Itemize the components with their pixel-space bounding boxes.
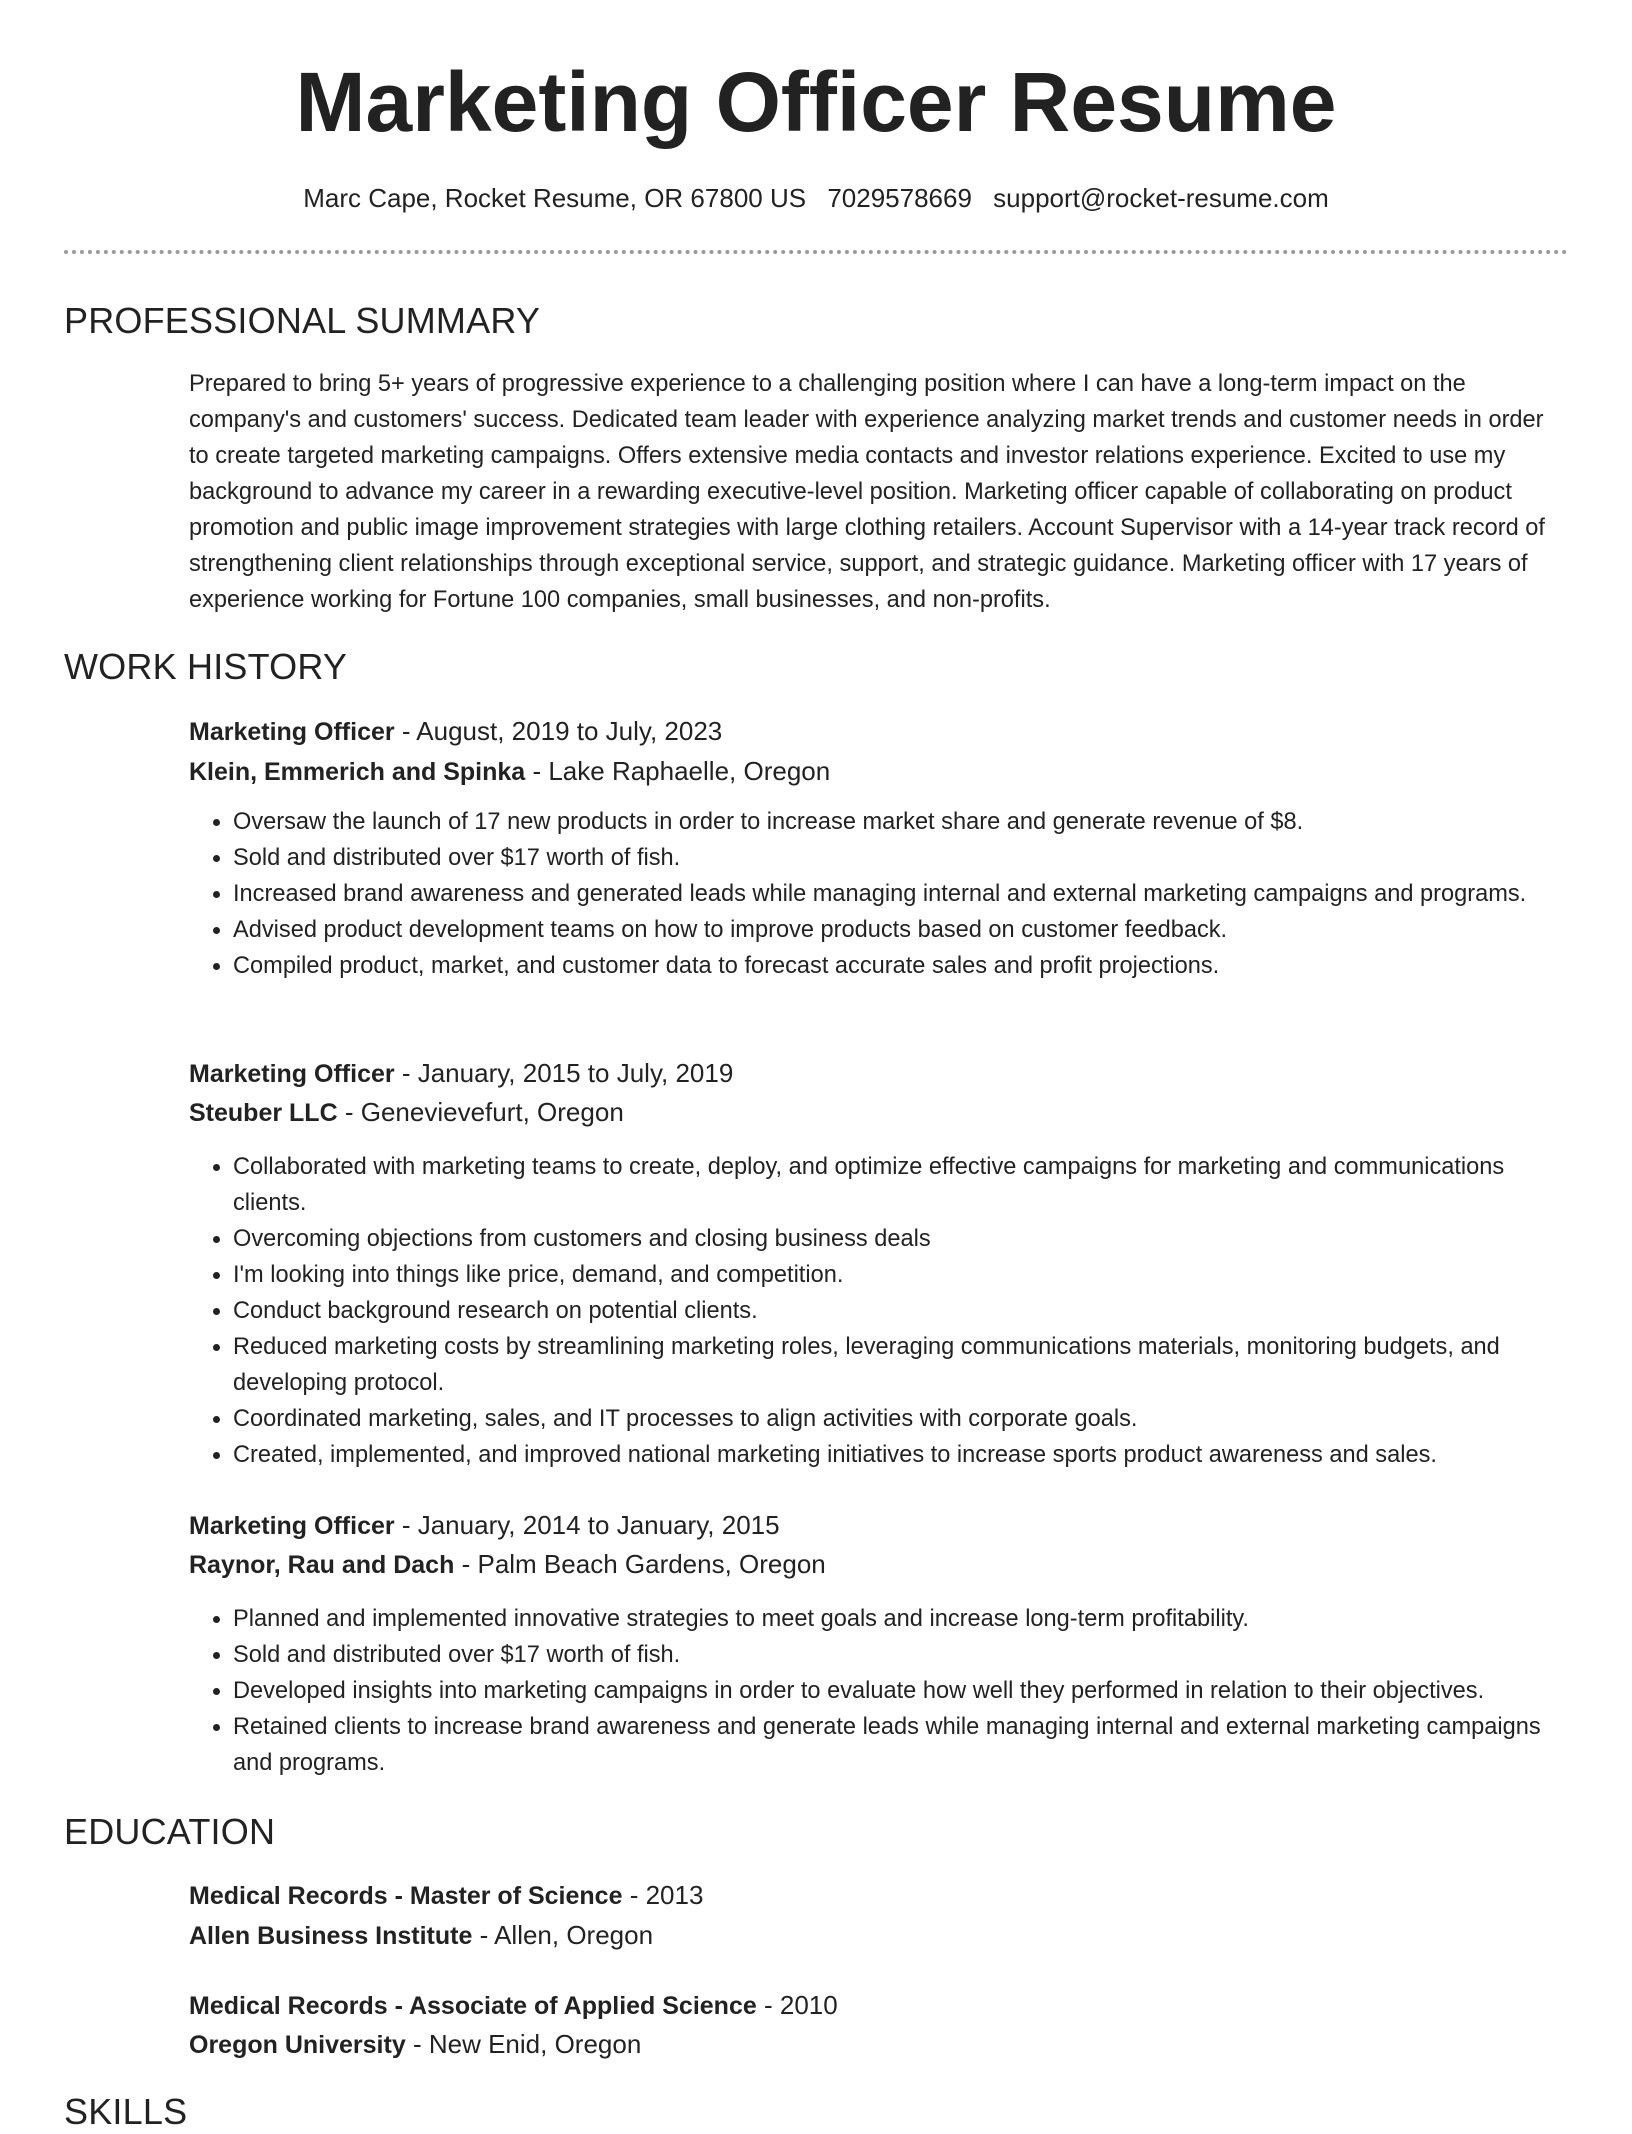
- job-3-company-line: [189, 1546, 1569, 1583]
- job-1-location: - Lake Raphaelle, Oregon: [532, 756, 831, 786]
- list-item: • Planned and implemented innovative strategies to meet goals and increase long-term profitability.: [233, 1601, 1569, 1637]
- job-1-header: [189, 713, 1569, 750]
- list-item: • Sold and distributed over $17 worth of fish.: [233, 1637, 1569, 1673]
- job-1-company-line: [189, 753, 1569, 790]
- job-2-dates: - January, 2015 to July, 2019: [401, 1058, 734, 1088]
- contact-line: [0, 180, 1632, 216]
- job-2-header: [189, 1055, 1569, 1092]
- education-2-degree: Medical Records - Associate of Applied Science: [189, 1992, 757, 2020]
- job-2-bullets: [189, 1149, 1569, 1473]
- education-1-year: - 2013: [629, 1880, 704, 1910]
- work-history-heading: WORK HISTORY: [64, 646, 348, 687]
- summary-text: Prepared to bring 5+ years of progressive experience to a challenging position where I can have a long-term impact on the company's and customers' success. Dedicated team leader with experience analyzing market trends and customer needs in order to create targeted marketing campaigns. Offers extensive media contacts and investor relations experience. Excited to use my background to advance my career in a rewarding executive-level position. Marketing officer capable of collaborating on product promotion and public image improvement strategies with large clothing retailers. Account Supervisor with a 14-year track record of strengthening client relationships through exceptional service, support, and strategic guidance. Marketing officer with 17 years of experience working for Fortune 100 companies, small businesses, and non-profits.: [189, 371, 1545, 613]
- list-item: • Overcoming objections from customers and closing business deals: [233, 1221, 1569, 1257]
- contact-email: support@rocket-resume.com: [993, 183, 1329, 213]
- list-item: • Oversaw the launch of 17 new products in order to increase market share and generate revenue of $8.: [233, 804, 1569, 840]
- job-1-dates: - August, 2019 to July, 2023: [401, 716, 723, 746]
- list-item: • Retained clients to increase brand awareness and generate leads while managing internal and external marketing campaigns and programs.: [233, 1709, 1569, 1781]
- list-item: • Created, implemented, and improved national marketing initiatives to increase sports product awareness and sales.: [233, 1437, 1569, 1473]
- job-3-dates: - January, 2014 to January, 2015: [401, 1510, 780, 1540]
- job-3-location: - Palm Beach Gardens, Oregon: [461, 1549, 826, 1579]
- job-1-title: Marketing Officer: [189, 718, 395, 746]
- list-item: • Reduced marketing costs by streamlining marketing roles, leveraging communications materials, monitoring budgets, and developing protocol.: [233, 1329, 1569, 1401]
- list-item: • Conduct background research on potential clients.: [233, 1293, 1569, 1329]
- job-2-title: Marketing Officer: [189, 1060, 395, 1088]
- job-1-bullets: [189, 804, 1569, 984]
- skills-heading: SKILLS: [64, 2091, 188, 2132]
- list-item: • Advised product development teams on how to improve products based on customer feedback.: [233, 912, 1569, 948]
- job-2-company: Steuber LLC: [189, 1099, 338, 1127]
- list-item: • Sold and distributed over $17 worth of fish.: [233, 840, 1569, 876]
- education-2-school: Oregon University: [189, 2031, 406, 2059]
- contact-phone: 7029578669: [827, 183, 972, 213]
- list-item: • I'm looking into things like price, demand, and competition.: [233, 1257, 1569, 1293]
- job-3-company: Raynor, Rau and Dach: [189, 1551, 455, 1579]
- education-heading: EDUCATION: [64, 1811, 276, 1852]
- education-2-header: [189, 1987, 1569, 2024]
- job-1-company: Klein, Emmerich and Spinka: [189, 758, 526, 786]
- education-1-location: - Allen, Oregon: [479, 1920, 654, 1950]
- education-1-degree: Medical Records - Master of Science: [189, 1882, 623, 1910]
- summary-heading: PROFESSIONAL SUMMARY: [64, 300, 541, 341]
- header-divider: [64, 250, 1568, 254]
- job-3-title: Marketing Officer: [189, 1512, 395, 1540]
- job-2-location: - Genevievefurt, Oregon: [344, 1097, 624, 1127]
- education-2-location: - New Enid, Oregon: [412, 2029, 642, 2059]
- list-item: • Coordinated marketing, sales, and IT processes to align activities with corporate goals.: [233, 1401, 1569, 1437]
- job-3-bullets: [189, 1601, 1569, 1781]
- list-item: • Compiled product, market, and customer data to forecast accurate sales and profit projections.: [233, 948, 1569, 984]
- education-1-school: Allen Business Institute: [189, 1922, 473, 1950]
- list-item: • Increased brand awareness and generated leads while managing internal and external marketing campaigns and programs.: [233, 876, 1569, 912]
- list-item: • Developed insights into marketing campaigns in order to evaluate how well they performed in relation to their objectives.: [233, 1673, 1569, 1709]
- contact-address: Marc Cape, Rocket Resume, OR 67800 US: [303, 183, 807, 213]
- education-1-school-line: [189, 1917, 1569, 1954]
- job-3-header: [189, 1507, 1569, 1544]
- resume-title: Marketing Officer Resume: [295, 55, 1337, 149]
- education-2-school-line: [189, 2026, 1569, 2063]
- education-1-header: [189, 1877, 1569, 1914]
- list-item: • Collaborated with marketing teams to create, deploy, and optimize effective campaigns for marketing and communications clients.: [233, 1149, 1569, 1221]
- job-2-company-line: [189, 1094, 1569, 1131]
- education-2-year: - 2010: [764, 1990, 838, 2020]
